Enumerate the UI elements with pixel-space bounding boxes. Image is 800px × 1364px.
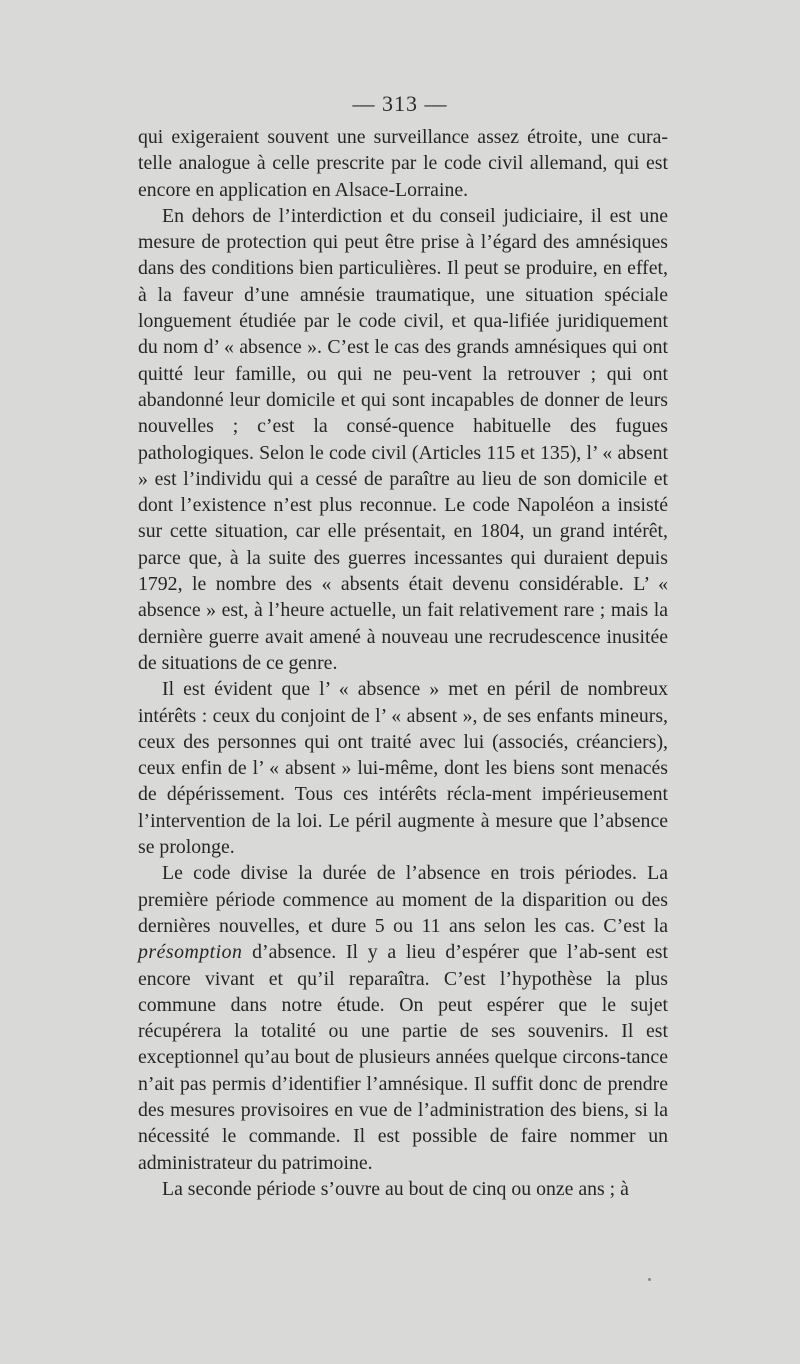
paragraph-4 bbox=[138, 860, 668, 1176]
paragraph-2: En dehors de l’interdiction et du conseil judiciaire, il est une mesure de protection qui peut être prise à l’égard des amnésiques dans des conditions bien particulières. Il peut se produire, en effet, à la faveur d’une amnésie traumatique, une situation spéciale longuement étudiée par le code civil, et qua-lifiée juridiquement du nom d’ « absence ». C’est le cas des grands amnésiques qui ont quitté leur famille, ou qui ne peu-vent la retrouver ; qui ont abandonné leur domicile et qui sont incapables de donner de leurs nouvelles ; c’est la consé-quence habituelle des fugues pathologiques. Selon le code civil (Articles 115 et 135), l’ « absent » est l’individu qui a cessé de paraître au lieu de son domicile et dont l’existence n’est plus reconnue. Le code Napoléon a insisté sur cette situation, car elle présentait, en 1804, un grand intérêt, parce que, à la suite des guerres incessantes qui duraient depuis 1792, le nombre des « absents était devenu considérable. L’ « absence » est, à l’heure actuelle, un fait relativement rare ; mais la dernière guerre avait amené à nouveau une recrudescence inusitée de situations de ce genre. bbox=[138, 204, 668, 674]
body-text bbox=[138, 124, 668, 1202]
paper-speck bbox=[648, 1278, 651, 1281]
page-number: — 313 — bbox=[352, 91, 448, 116]
paragraph-4-before-italic: Le code divise la durée de l’absence en trois périodes. La première période commence au moment de la disparition ou des dernières nouvelles, et dure 5 ou 11 ans selon les cas. C’est la bbox=[138, 862, 668, 937]
italic-term-presomption: présomption bbox=[138, 941, 243, 964]
paragraph-3: Il est évident que l’ « absence » met en péril de nombreux intérêts : ceux du conjoint de l’ « absent », de ses enfants mineurs, ceux des personnes qui ont traité avec lui (associés, créanciers), ceux enfin de l’ « absent » lui-même, dont les biens sont menacés de dépérissement. Tous ces intérêts récla-ment impérieusement l’intervention de la loi. Le péril augmente à mesure que l’absence se prolonge. bbox=[138, 678, 668, 859]
paragraph-5: La seconde période s’ouvre au bout de cinq ou onze ans ; à bbox=[162, 1177, 629, 1200]
paragraph-4-after-italic: d’absence. Il y a lieu d’espérer que l’ab-sent est encore vivant et qu’il reparaîtra. C’est l’hypothèse la plus commune dans notre étude. On peut espérer que le sujet récupérera la totalité ou une partie de ses souvenirs. Il est exceptionnel qu’au bout de plusieurs années quelque circons-tance n’ait pas permis d’identifier l’amnésique. Il suffit donc de prendre des mesures provisoires en vue de l’administration des biens, si la nécessité le commande. Il est possible de faire nommer un administrateur du patrimoine. bbox=[138, 941, 668, 1174]
paragraph-1: qui exigeraient souvent une surveillance assez étroite, une cura-telle analogue à celle prescrite par le code civil allemand, qui est encore en application en Alsace-Lorraine. bbox=[138, 126, 668, 201]
